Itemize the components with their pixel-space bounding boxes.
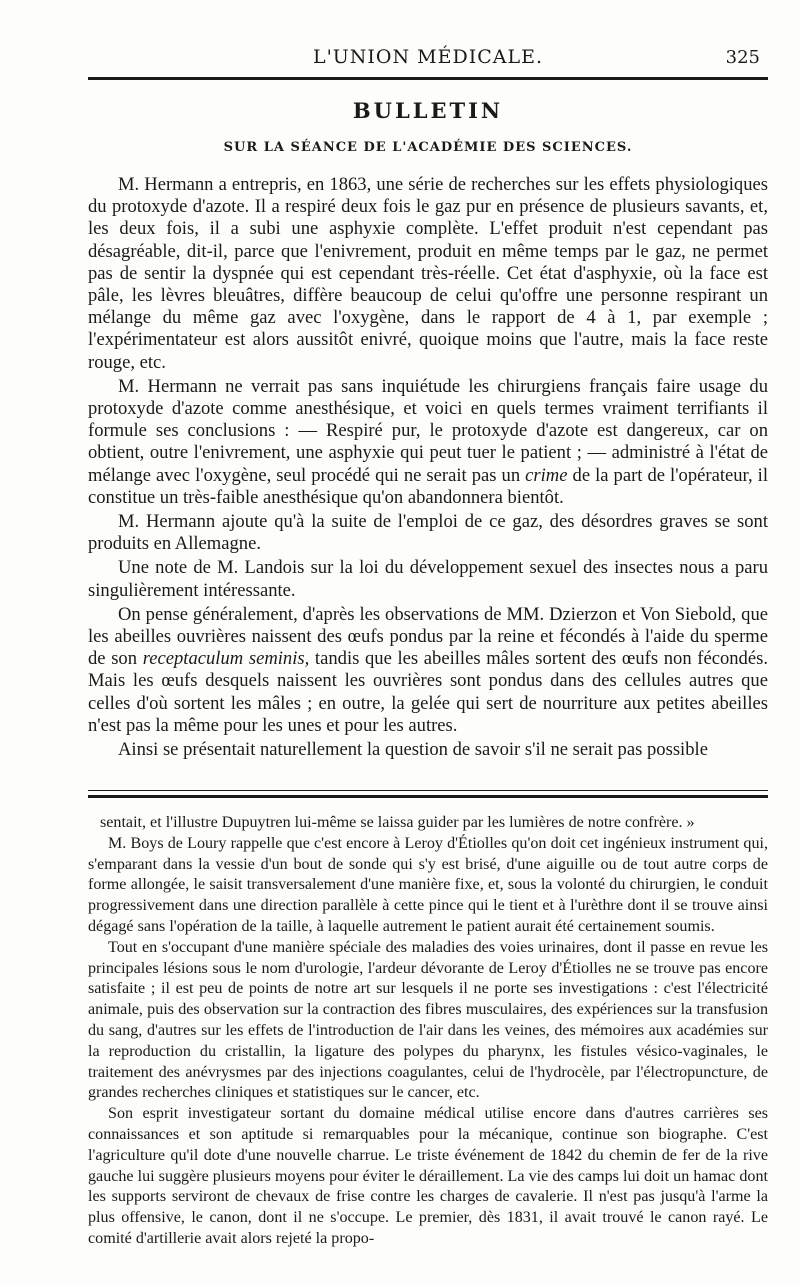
- bulletin-subtitle: SUR LA SÉANCE DE L'ACADÉMIE DES SCIENCES.: [223, 140, 633, 155]
- running-title: L'UNION MÉDICALE.: [312, 46, 544, 68]
- paragraph-urology: Tout en s'occupant d'une manière spéciale des maladies des voies urinaires, dont il passe en revue les principales lésions sous le nom d'urologie, l'ardeur dévorante de Leroy d'Étiolles ne se trouve pas encore satisfaite ; il est peu de points de notre art sur lesquels il ne porte ses investigations : c'est l'électricité animale, puis des observation sur la contraction des fibres musculaires, des expériences sur la transfusion du sang, d'autres sur les effets de l'introduction de l'air dans les veines, des mémoires aux académies sur la reproduction du cristallin, la ligature des polypes du pharynx, les fistules vésico-vaginales, le traitement des anévrysmes par des injections coagulantes, celui de l'hydrocèle, par l'électropuncture, de grandes recherches cliniques et statistiques sur le cancer, etc.: [88, 938, 768, 1102]
- feuilleton-divider: [88, 790, 768, 798]
- bulletin-title: BULLETIN: [352, 98, 504, 123]
- bulletin-body: [88, 174, 768, 763]
- paragraph-text: M. Hermann ne verrait pas sans inquiétude les chirurgiens français faire usage du protoxyde d'azote comme anesthésique, et voici en quels termes vraiment terrifiants il formule ses conclusions : — Respiré pur, le protoxyde d'azote est dangereux, car on obtient, outre l'enivrement, une asphyxie qui peut tuer le patient ; — administré à l'état de mélange avec l'oxygène, seul procédé qui ne serait pas un: [88, 375, 768, 486]
- paragraph-hermann-research: M. Hermann a entrepris, en 1863, une série de recherches sur les effets physiologiques du protoxyde d'azote. Il a respiré deux fois le gaz pur en présence de plusieurs savants, et, les deux fois, il a subi une asphyxie complète. L'effet produit n'est cependant pas désagréable, dit-il, parce que l'enivrement, produit en même temps par le gaz, ne permet pas de sentir la dyspnée qui est cependant très-réelle. Cet état d'asphyxie, où la face est pâle, les lèvres bleuâtres, diffère beaucoup de celui qu'offre une personne respirant un mélange du même gaz avec l'oxygène, dans le rapport de 4 à 1, par exemple ; l'expérimentateur est alors aussitôt enivré, quoique moins que l'autre, mais la face reste rouge, etc.: [88, 174, 768, 373]
- italic-term: crime: [525, 464, 568, 486]
- page-number: 325: [725, 47, 760, 68]
- paragraph-text: de la part de l'opérateur, il constitue un très-faible anesthésique qu'on abandonnera bientôt.: [88, 464, 768, 508]
- paragraph-bees: [88, 604, 768, 737]
- paragraph-dupuytren: sentait, et l'illustre Dupuytren lui-même se laissa guider par les lumières de notre confrère. »: [100, 814, 695, 831]
- paragraph-text: tandis que les abeilles mâles sortent des œufs non fécondés. Mais les œufs desquels naissent les ouvrières sont pondus dans des cellules autres que celles d'où sortent les mâles ; en outre, la gelée qui sert de nourriture aux petites abeilles n'est pas la même pour les unes et pour les autres.: [88, 648, 768, 736]
- paragraph-boys-de-loury: M. Boys de Loury rappelle que c'est encore à Leroy d'Étiolles qu'on doit cet ingénieux instrument qui, s'emparant dans la vessie d'un bout de sonde qui s'y est brisé, d'une aiguille ou de tout autre corps de forme allongée, le saisit transversalement d'une manière fixe, et, sous la volonté du chirurgien, le conduit progressivement dans une direction parallèle à cette pince qui le tient et à l'urèthre dont il se trouve ainsi dégagé sans l'opération de la taille, à laquelle autrement le patient aurait été certainement soumis.: [88, 834, 768, 935]
- paragraph-hermann-germany: M. Hermann ajoute qu'à la suite de l'emploi de ce gaz, des désordres graves se sont produits en Allemagne.: [88, 511, 768, 555]
- paragraph-hermann-conclusions: [88, 376, 768, 509]
- paragraph-question: Ainsi se présentait naturellement la question de savoir s'il ne serait pas possible: [118, 739, 708, 761]
- paragraph-mechanics: Son esprit investigateur sortant du domaine médical utilise encore dans d'autres carrières ses connaissances et son aptitude si remarquables pour la mécanique, continue son biographe. C'est l'agriculture qu'il dote d'une nouvelle charrue. Le triste événement de 1842 du chemin de fer de la rive gauche lui suggère plusieurs moyens pour éviter le déraillement. La vie des camps lui doit un hamac dont les supports serviront de chevaux de frise contre les charges de cavalerie. Il n'est pas jusqu'à l'arme la plus offensive, le canon, dont il ne s'occupe. Le premier, dès 1831, il avait trouvé le canon rayé. Le comité d'artillerie avait alors rejeté la propo-: [88, 1105, 768, 1247]
- paragraph-text: On pense généralement, d'après les observations de MM. Dzierzon et Von Siebold, que les abeilles ouvrières naissent des œufs pondus par la reine et fécondés à l'aide du sperme de son: [88, 603, 768, 670]
- header-rule: [88, 77, 768, 80]
- italic-term: receptaculum seminis,: [142, 648, 310, 670]
- running-header: [88, 42, 768, 72]
- feuilleton-body: [88, 813, 768, 1250]
- paragraph-landois-note: Une note de M. Landois sur la loi du développement sexuel des insectes nous a paru singulièrement intéressante.: [88, 557, 768, 601]
